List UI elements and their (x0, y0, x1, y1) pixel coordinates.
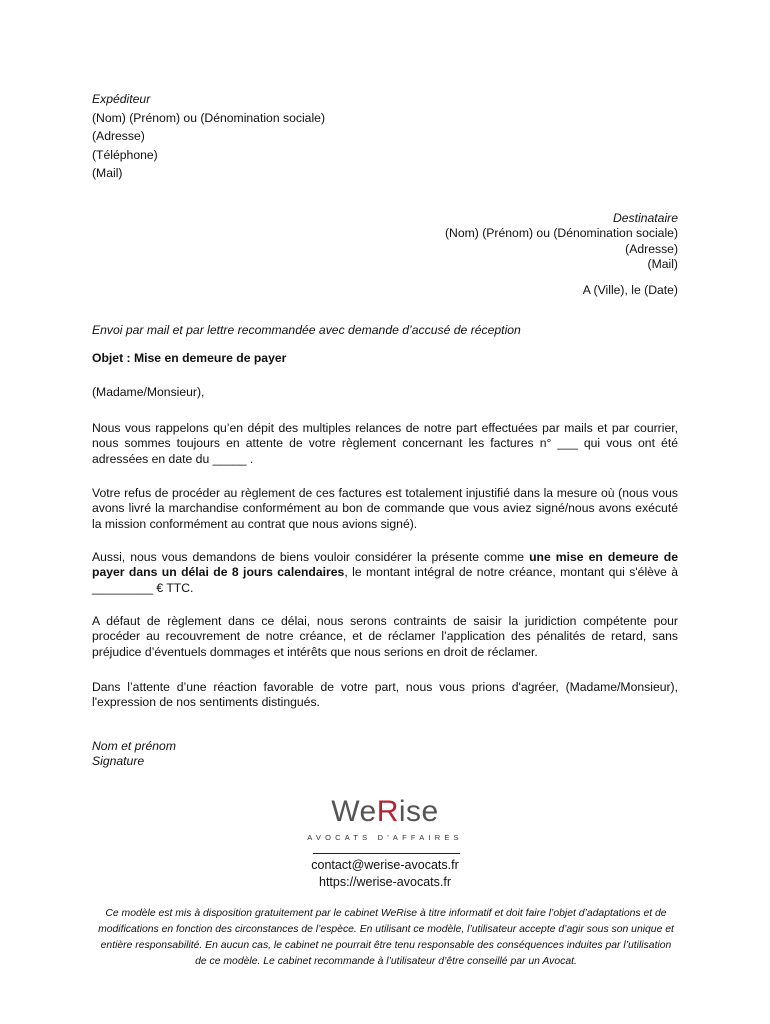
signature-block (92, 739, 678, 770)
recipient-name: (Nom) (Prénom) ou (Dénomination sociale) (445, 226, 678, 241)
paragraph-demand (92, 550, 678, 596)
sender-block (92, 90, 678, 183)
demand-text-start: Aussi, nous vous demandons de biens vouloir considérer la présente comme (92, 550, 530, 564)
paragraph-closing: Dans l’attente d’une réaction favorable de votre part, nous vous prions d'agréer, (Madame/Monsieur), l'expression de nos sentiments distingués. (92, 680, 678, 710)
place-date: A (Ville), le (Date) (582, 283, 678, 297)
logo-divider (313, 853, 460, 854)
paragraph-reminder: Nous vous rappelons qu’en dépit des multiples relances de notre part effectuées par mails et par courrier, nous sommes toujours en attente de votre règlement concernant les factures n° ___ qui vous ont été adressées en date du _____ . (92, 421, 678, 466)
logo-wordmark: WeRise (331, 795, 439, 828)
sender-mail: (Mail) (92, 166, 123, 181)
demand-text-bold: une mise en demeure de payer dans un délai de 8 jours calendaires (92, 550, 678, 580)
recipient-address: (Adresse) (625, 241, 678, 256)
sender-address: (Adresse) (92, 129, 145, 144)
subject-line: Objet : Mise en demeure de payer (92, 351, 287, 365)
sender-label: Expéditeur (92, 92, 151, 106)
paragraph-refusal: Votre refus de procéder au règlement de ces factures est totalement injustifié dans la mesure où (nous vous avons livré la marchandise conformément au bon de commande que vous aviez signé/nous avons exécuté la mission conformément au contrat que nous avions signé). (92, 486, 678, 531)
signature-name: Nom et prénom (92, 739, 176, 753)
delivery-note: Envoi par mail et par lettre recommandée avec demande d’accusé de réception (92, 323, 521, 337)
signature-label: Signature (92, 754, 145, 769)
recipient-block (92, 211, 678, 272)
contact-email[interactable]: contact@werise-avocats.fr (311, 858, 459, 872)
demand-text-end: , le montant intégral de notre créance, montant qui s'élève à _________ € TTC. (92, 565, 678, 595)
werise-logo (300, 796, 470, 845)
sender-name: (Nom) (Prénom) ou (Dénomination sociale) (92, 110, 325, 125)
contact-website[interactable]: https://werise-avocats.fr (319, 875, 451, 889)
recipient-mail: (Mail) (647, 256, 678, 271)
recipient-label: Destinataire (612, 211, 678, 225)
logo-subtitle: AVOCATS D'AFFAIRES (307, 833, 463, 842)
salutation: (Madame/Monsieur), (92, 385, 205, 399)
disclaimer: Ce modèle est mis à disposition gratuitement par le cabinet WeRise à titre informatif et doit faire l’objet d’adaptations et de modifications en fonction des circonstances de l’espèce. En utilisant ce modèle, l’utilisateur accepte d’agir sous son unique et entière responsabilité. En aucun cas, le cabinet ne pourrait être tenu responsable des conséquences induites par l’utilisation de ce modèle. Le cabinet recommande à l’utilisateur d’être conseillé par un Avocat. (98, 908, 674, 967)
sender-phone: (Téléphone) (92, 147, 158, 162)
paragraph-default: A défaut de règlement dans ce délai, nous serons contraints de saisir la juridiction compétente pour procéder au recouvrement de notre créance, et de réclamer l’application des pénalités de retard, sans préjudice d’éventuels dommages et intérêts que nous serions en droit de réclamer. (92, 614, 678, 659)
